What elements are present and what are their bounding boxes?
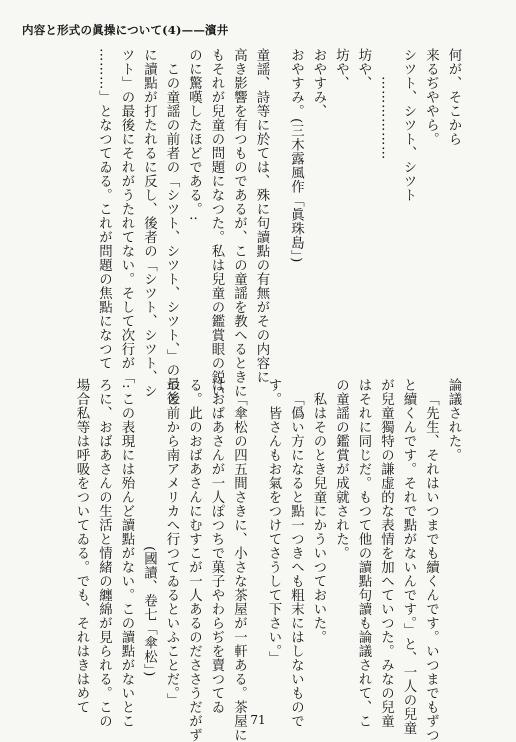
poem-line: おやすみ、 (311, 48, 326, 118)
prose-line: す。皆さんもお氣をつけてさうして下さい。」 (266, 378, 281, 666)
prose-line: ………」となつてゐる。これが問題の焦點になつて (96, 48, 112, 370)
citation: (國讀、卷七「傘松」) (141, 546, 157, 677)
prose-line: 「先生、それはいつまでも續くんです。いつまでもずつ (423, 392, 439, 742)
spacer (272, 48, 284, 368)
prose-line: ろに、おばあさんの生活と情緒の纏綿が見られる。この (96, 378, 112, 728)
prose-line: この童謡の前者の「シツト、シツト、シツト、」の最後 (164, 62, 179, 406)
prose-line: 高き影響を有つものであるが、この童謡を教へるときに (231, 48, 247, 398)
quote-line: つと前から南アメリカへ行つてゐるといふことだ。」 (164, 378, 179, 708)
quote-line: る。此のおばあさんにむすこが一人あるのだささうだがず (186, 378, 202, 742)
quote-line: 「傘松の四五間さきに、小さな茶屋が一軒ある。茶屋に (231, 392, 247, 742)
poem-line: ……………… (378, 76, 394, 160)
prose-line: 私はそのとき兒童にかういつておいた。 (311, 392, 326, 644)
prose-line: ツト」の最後にそれがうたれてない。そして次行が「: (119, 48, 134, 390)
prose-line: もそれが兒童の問題になつた。私は兒童の鑑賞眼の鋭い (209, 48, 224, 398)
prose-line: 論議された。 (446, 378, 461, 462)
quote-line: はおばあさんが一人ぽつちで菓子やわらぢを賣つてゐ (209, 378, 224, 714)
poem-line: シツト、シツト、シツト (401, 48, 416, 202)
prose-line: のに驚嘆したほどである。: (186, 48, 202, 222)
poem-line: おやすみ。(三木露風作「眞珠島」) (288, 48, 304, 263)
prose-line: の童謡の鑑賞が成就された。 (333, 378, 349, 560)
poem-line: 来るぢややら。 (423, 48, 439, 146)
poem-line: 坊や、 (333, 48, 349, 90)
prose-line: と續くんです。それで點がないんです。」と、一人の兒童 (401, 378, 416, 736)
poem-line: 坊や、 (356, 48, 371, 90)
prose-line: 場合私等は呼吸をついてゐる。でも、それはきはめて (74, 378, 89, 714)
prose-line: 「僞い方になると點一つきへも粗末にはしないもので (288, 392, 304, 728)
prose-line: 童謡、詩等に於ては、殊に句讀點の有無がその内容に (254, 48, 269, 384)
upper-text-block (24, 48, 464, 406)
spacer (250, 378, 262, 698)
prose-line: に讀點が打たれるに反し、後者の「シツト、シツト、シ (141, 48, 157, 398)
prose-line: この表現には殆んど讀點がない。この讀點がないとこ (119, 392, 134, 728)
page-number: 71 (250, 713, 266, 727)
prose-line: が兒童獨特の謙虚的な表情を加へていつた。みなの兒童 (378, 378, 394, 728)
poem-line: 何が、そこから (446, 48, 461, 146)
prose-line: はそれに同じだ。もつて他の讀點句讀も論議されて、こ (356, 378, 371, 728)
running-header: 内容と形式の眞操について(4)——濱井 (22, 23, 229, 37)
